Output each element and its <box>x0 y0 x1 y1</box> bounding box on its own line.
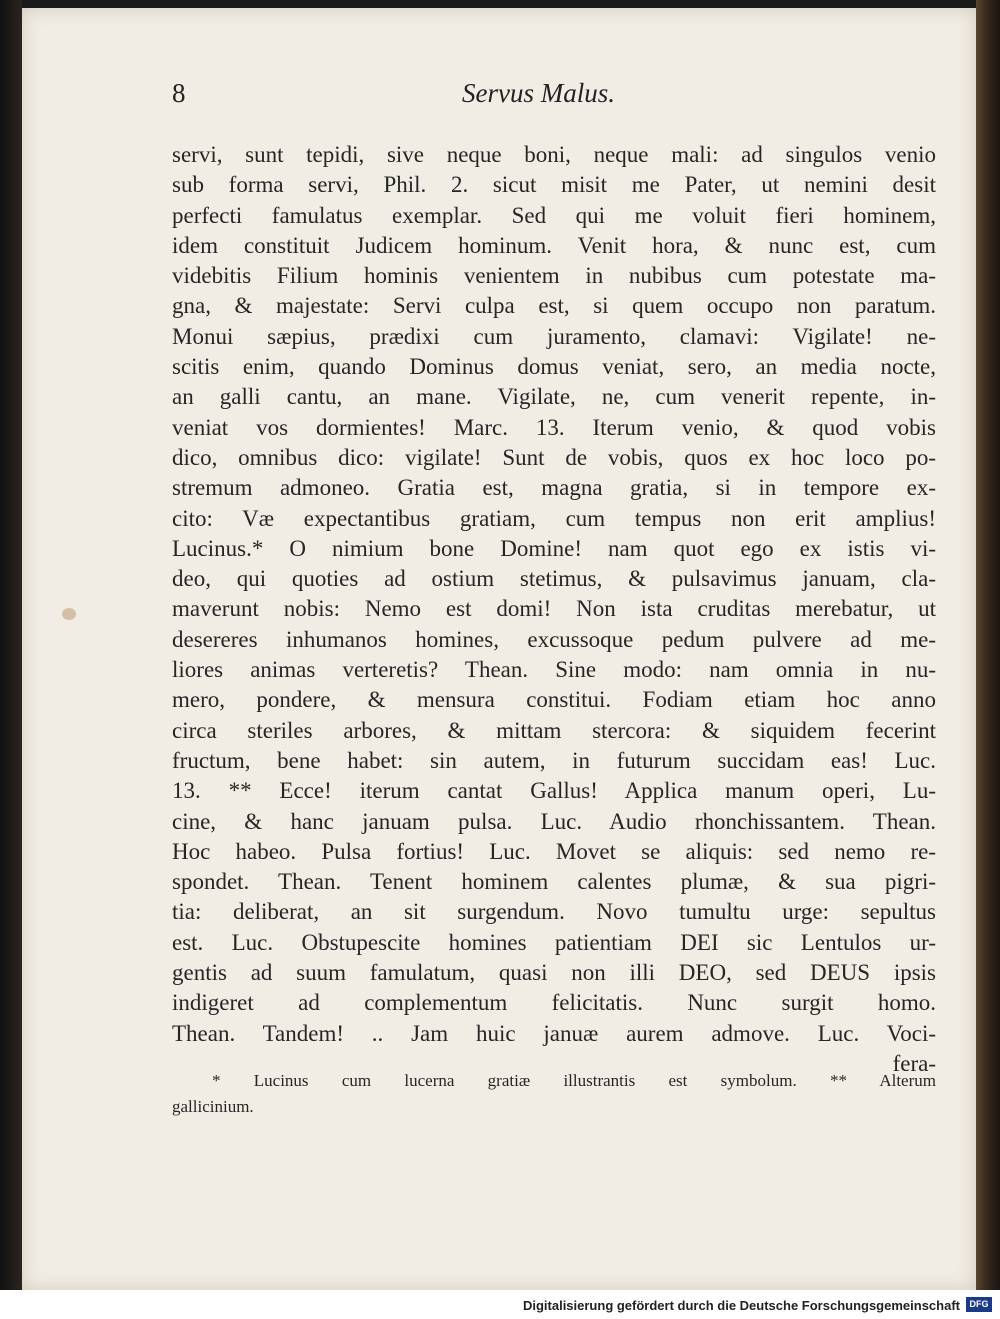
text-line: videbitis Filium hominis venientem in nubibus cum potestate ma- <box>172 263 936 289</box>
text-line: mero, pondere, & mensura constitui. Fodiam etiam hoc anno <box>172 687 936 713</box>
dfg-logo-icon: DFG <box>966 1297 992 1312</box>
credit-text: Digitalisierung gefördert durch die Deutsche Forschungsgemeinschaft <box>522 1298 960 1313</box>
page-number: 8 <box>172 78 186 108</box>
text-line: indigeret ad complementum felicitatis. Nunc surgit homo. <box>172 990 936 1016</box>
text-line: perfecti famulatus exemplar. Sed qui me voluit fieri hominem, <box>172 202 936 228</box>
credit-bar <box>0 1290 1000 1319</box>
text-line: liores animas verteretis? Thean. Sine modo: nam omnia in nu- <box>172 657 936 683</box>
body-text <box>172 140 936 1079</box>
footnotes <box>172 1068 936 1120</box>
catchword: fera- <box>892 1050 936 1076</box>
text-line: gna, & majestate: Servi culpa est, si quem occupo non paratum. <box>172 293 936 319</box>
scan-left-edge <box>0 0 22 1290</box>
text-line: desereres inhumanos homines, excussoque pedum pulvere ad me- <box>172 626 936 652</box>
text-line: an galli cantu, an mane. Vigilate, ne, cum venerit repente, in- <box>172 384 936 410</box>
text-line: Monui sæpius, prædixi cum juramento, clamavi: Vigilate! ne- <box>172 323 936 349</box>
text-line: est. Luc. Obstupescite homines patientiam DEI sic Lentulos ur- <box>172 929 936 955</box>
text-line: cine, & hanc januam pulsa. Luc. Audio rhonchissantem. Thean. <box>172 808 936 834</box>
footnote-line: gallicinium. <box>172 1097 254 1116</box>
text-line: Hoc habeo. Pulsa fortius! Luc. Movet se aliquis: sed nemo re- <box>172 838 936 864</box>
footnote-line: * Lucinus cum lucerna gratiæ illustrantis est symbolum. ** Alterum <box>212 1071 936 1090</box>
text-line: sub forma servi, Phil. 2. sicut misit me Pater, ut nemini desit <box>172 172 936 198</box>
text-line: maverunt nobis: Nemo est domi! Non ista cruditas merebatur, ut <box>172 596 936 622</box>
text-line: stremum admoneo. Gratia est, magna gratia, si in tempore ex- <box>172 475 936 501</box>
text-line: gentis ad suum famulatum, quasi non illi DEO, sed DEUS ipsis <box>172 960 936 986</box>
running-title: Servus Malus. <box>462 78 615 108</box>
text-line: Thean. Tandem! .. Jam huic januæ aurem admove. Luc. Voci- <box>172 1020 936 1046</box>
text-line: tia: deliberat, an sit surgendum. Novo tumultu urge: sepultus <box>172 899 936 925</box>
text-line: 13. ** Ecce! iterum cantat Gallus! Applica manum operi, Lu- <box>172 778 936 804</box>
text-line: deo, qui quoties ad ostium stetimus, & pulsavimus januam, cla- <box>172 566 936 592</box>
text-line: Lucinus.* O nimium bone Domine! nam quot ego ex istis vi- <box>172 535 936 561</box>
book-binding-edge <box>976 0 1000 1290</box>
text-line: circa steriles arbores, & mittam stercora: & siquidem fecerint <box>172 717 936 743</box>
page-header <box>172 78 936 118</box>
page-stain <box>62 608 76 620</box>
text-line: scitis enim, quando Dominus domus veniat, sero, an media nocte, <box>172 354 936 380</box>
text-line: idem constituit Judicem hominum. Venit hora, & nunc est, cum <box>172 232 936 258</box>
text-line: dico, omnibus dico: vigilate! Sunt de vobis, quos ex hoc loco po- <box>172 444 936 470</box>
text-line: veniat vos dormientes! Marc. 13. Iterum venio, & quod vobis <box>172 414 936 440</box>
text-line: servi, sunt tepidi, sive neque boni, neque mali: ad singulos venio <box>172 142 936 167</box>
text-line: cito: Væ expectantibus gratiam, cum tempus non erit amplius! <box>172 505 936 531</box>
text-line: fructum, bene habet: sin autem, in futurum succidam eas! Luc. <box>172 747 936 773</box>
text-line: spondet. Thean. Tenent hominem calentes plumæ, & sua pigri- <box>172 869 936 895</box>
